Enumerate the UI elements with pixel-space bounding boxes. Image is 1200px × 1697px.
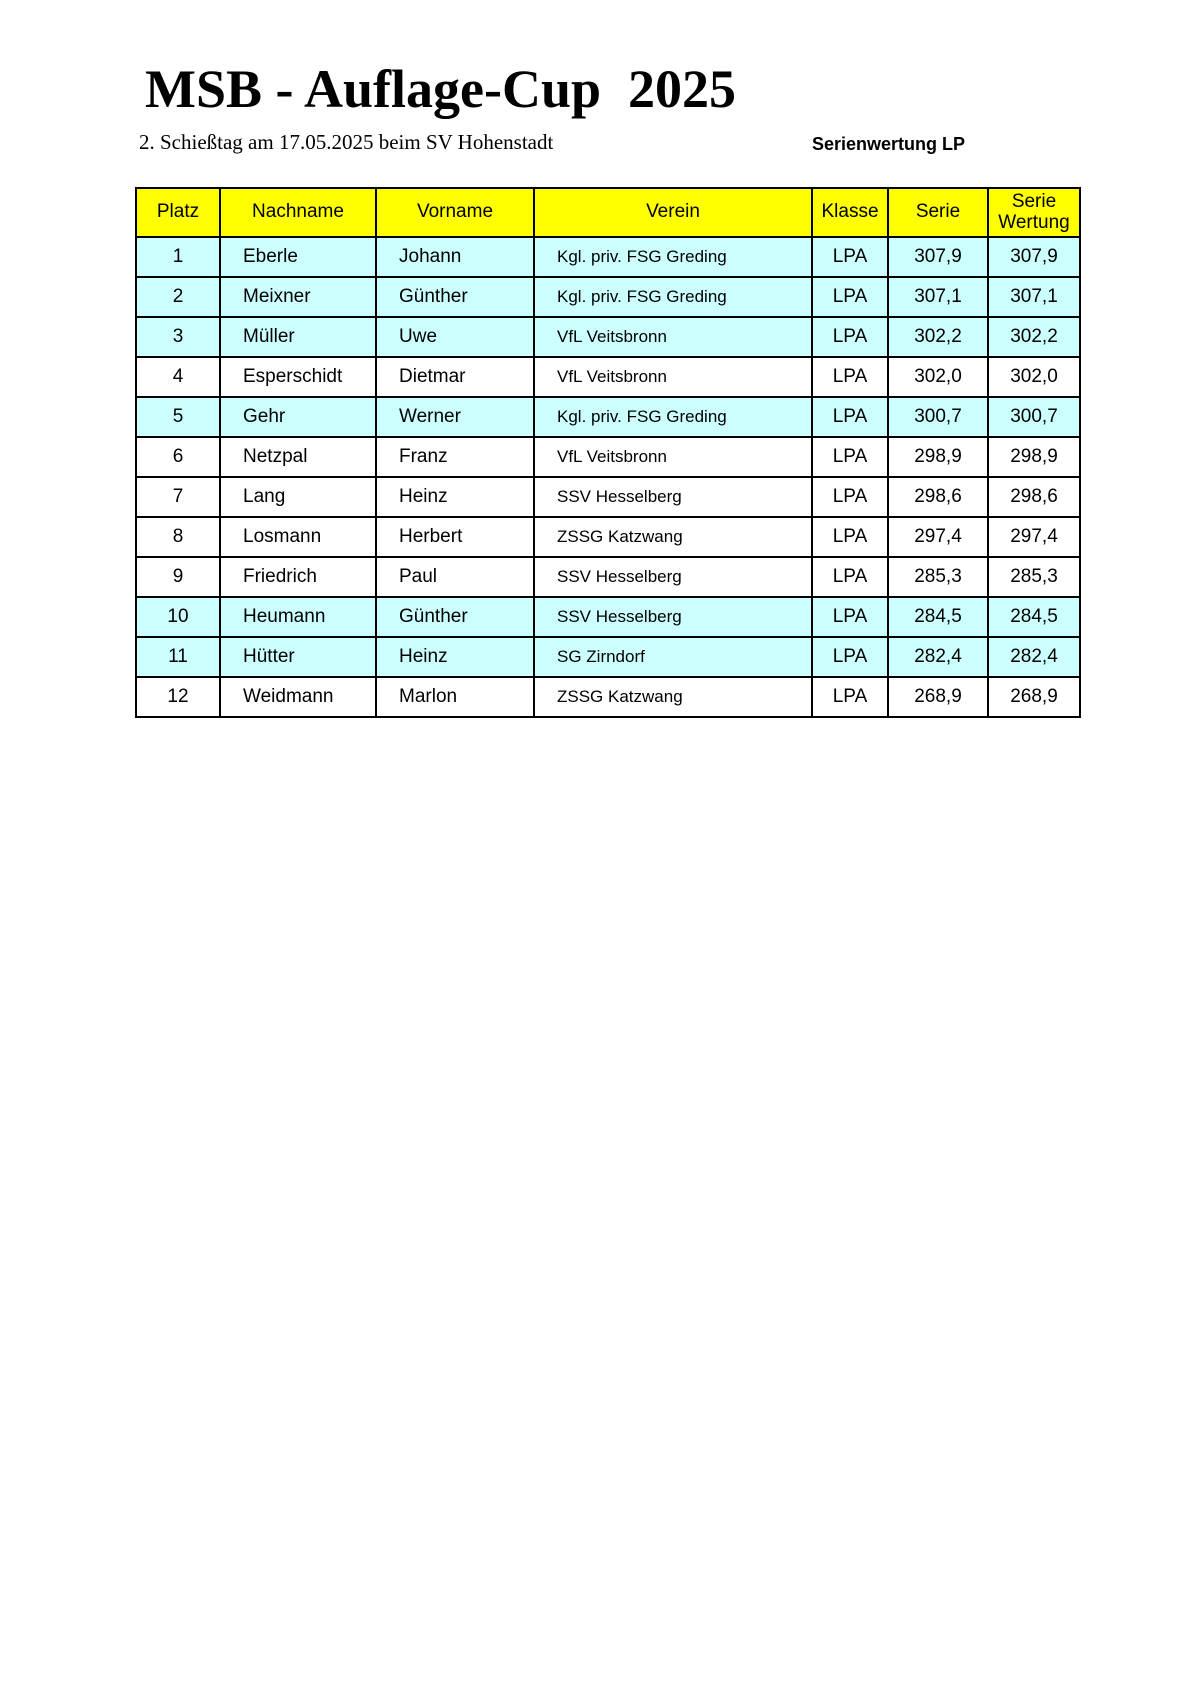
cell-serie-wertung: 282,4 — [988, 637, 1080, 677]
cell-verein: SSV Hesselberg — [534, 477, 812, 517]
cell-verein: Kgl. priv. FSG Greding — [534, 237, 812, 277]
cell-platz: 8 — [136, 517, 220, 557]
cell-serie-wertung: 300,7 — [988, 397, 1080, 437]
cell-klasse: LPA — [812, 317, 888, 357]
cell-verein: SSV Hesselberg — [534, 597, 812, 637]
cell-vorname: Franz — [376, 437, 534, 477]
header-serie-wertung: Serie Wertung — [988, 188, 1080, 237]
results-table — [135, 187, 1081, 718]
header-verein: Verein — [534, 188, 812, 237]
cell-serie: 268,9 — [888, 677, 988, 717]
cell-nachname: Eberle — [220, 237, 376, 277]
cell-klasse: LPA — [812, 637, 888, 677]
cell-serie-wertung: 285,3 — [988, 557, 1080, 597]
table-row — [136, 317, 1080, 357]
cell-serie: 298,6 — [888, 477, 988, 517]
cell-serie: 298,9 — [888, 437, 988, 477]
cell-serie-wertung: 302,2 — [988, 317, 1080, 357]
table-row — [136, 237, 1080, 277]
cell-klasse: LPA — [812, 597, 888, 637]
cell-nachname: Heumann — [220, 597, 376, 637]
cell-vorname: Werner — [376, 397, 534, 437]
cell-platz: 1 — [136, 237, 220, 277]
cell-serie: 307,9 — [888, 237, 988, 277]
cell-verein: Kgl. priv. FSG Greding — [534, 397, 812, 437]
cell-verein: ZSSG Katzwang — [534, 677, 812, 717]
cell-serie-wertung: 268,9 — [988, 677, 1080, 717]
table-row — [136, 437, 1080, 477]
cell-platz: 2 — [136, 277, 220, 317]
cell-vorname: Johann — [376, 237, 534, 277]
cell-vorname: Heinz — [376, 477, 534, 517]
cell-serie: 282,4 — [888, 637, 988, 677]
cell-nachname: Weidmann — [220, 677, 376, 717]
cell-klasse: LPA — [812, 357, 888, 397]
cell-vorname: Marlon — [376, 677, 534, 717]
cell-verein: SSV Hesselberg — [534, 557, 812, 597]
cell-serie-wertung: 298,6 — [988, 477, 1080, 517]
cell-serie: 302,0 — [888, 357, 988, 397]
table-row — [136, 597, 1080, 637]
cell-vorname: Dietmar — [376, 357, 534, 397]
cell-verein: VfL Veitsbronn — [534, 357, 812, 397]
table-header-row — [136, 188, 1080, 237]
table-row — [136, 677, 1080, 717]
cell-vorname: Heinz — [376, 637, 534, 677]
header-platz: Platz — [136, 188, 220, 237]
cell-nachname: Lang — [220, 477, 376, 517]
table-row — [136, 477, 1080, 517]
cell-klasse: LPA — [812, 677, 888, 717]
cell-platz: 4 — [136, 357, 220, 397]
cell-vorname: Günther — [376, 597, 534, 637]
cell-platz: 6 — [136, 437, 220, 477]
cell-verein: ZSSG Katzwang — [534, 517, 812, 557]
cell-serie: 307,1 — [888, 277, 988, 317]
cell-platz: 5 — [136, 397, 220, 437]
cell-platz: 12 — [136, 677, 220, 717]
cell-serie: 300,7 — [888, 397, 988, 437]
cell-klasse: LPA — [812, 277, 888, 317]
cell-vorname: Paul — [376, 557, 534, 597]
cell-klasse: LPA — [812, 437, 888, 477]
cell-vorname: Uwe — [376, 317, 534, 357]
cell-nachname: Meixner — [220, 277, 376, 317]
cell-verein: Kgl. priv. FSG Greding — [534, 277, 812, 317]
table-row — [136, 557, 1080, 597]
cell-serie-wertung: 284,5 — [988, 597, 1080, 637]
cell-nachname: Hütter — [220, 637, 376, 677]
cell-klasse: LPA — [812, 397, 888, 437]
cell-serie: 285,3 — [888, 557, 988, 597]
header-nachname: Nachname — [220, 188, 376, 237]
cell-nachname: Esperschidt — [220, 357, 376, 397]
cell-klasse: LPA — [812, 517, 888, 557]
header-klasse: Klasse — [812, 188, 888, 237]
header-vorname: Vorname — [376, 188, 534, 237]
cell-nachname: Friedrich — [220, 557, 376, 597]
cell-klasse: LPA — [812, 557, 888, 597]
cell-serie-wertung: 297,4 — [988, 517, 1080, 557]
header-serie: Serie — [888, 188, 988, 237]
table-row — [136, 277, 1080, 317]
cell-klasse: LPA — [812, 237, 888, 277]
ranking-type-label: Serienwertung LP — [812, 134, 966, 154]
table-row — [136, 517, 1080, 557]
cell-nachname: Netzpal — [220, 437, 376, 477]
page-title: MSB - Auflage-Cup 2025 — [145, 59, 737, 119]
cell-verein: VfL Veitsbronn — [534, 317, 812, 357]
cell-serie-wertung: 302,0 — [988, 357, 1080, 397]
cell-serie-wertung: 307,9 — [988, 237, 1080, 277]
cell-platz: 3 — [136, 317, 220, 357]
cell-nachname: Losmann — [220, 517, 376, 557]
table-row — [136, 637, 1080, 677]
cell-serie-wertung: 298,9 — [988, 437, 1080, 477]
cell-verein: VfL Veitsbronn — [534, 437, 812, 477]
cell-platz: 11 — [136, 637, 220, 677]
cell-serie: 297,4 — [888, 517, 988, 557]
cell-nachname: Gehr — [220, 397, 376, 437]
cell-klasse: LPA — [812, 477, 888, 517]
table-row — [136, 397, 1080, 437]
cell-platz: 10 — [136, 597, 220, 637]
event-subtitle: 2. Schießtag am 17.05.2025 beim SV Hohenstadt — [139, 130, 554, 154]
cell-serie-wertung: 307,1 — [988, 277, 1080, 317]
cell-verein: SG Zirndorf — [534, 637, 812, 677]
cell-nachname: Müller — [220, 317, 376, 357]
cell-platz: 7 — [136, 477, 220, 517]
cell-platz: 9 — [136, 557, 220, 597]
table-row — [136, 357, 1080, 397]
cell-vorname: Herbert — [376, 517, 534, 557]
results-body — [136, 237, 1080, 717]
cell-serie: 302,2 — [888, 317, 988, 357]
cell-serie: 284,5 — [888, 597, 988, 637]
cell-vorname: Günther — [376, 277, 534, 317]
